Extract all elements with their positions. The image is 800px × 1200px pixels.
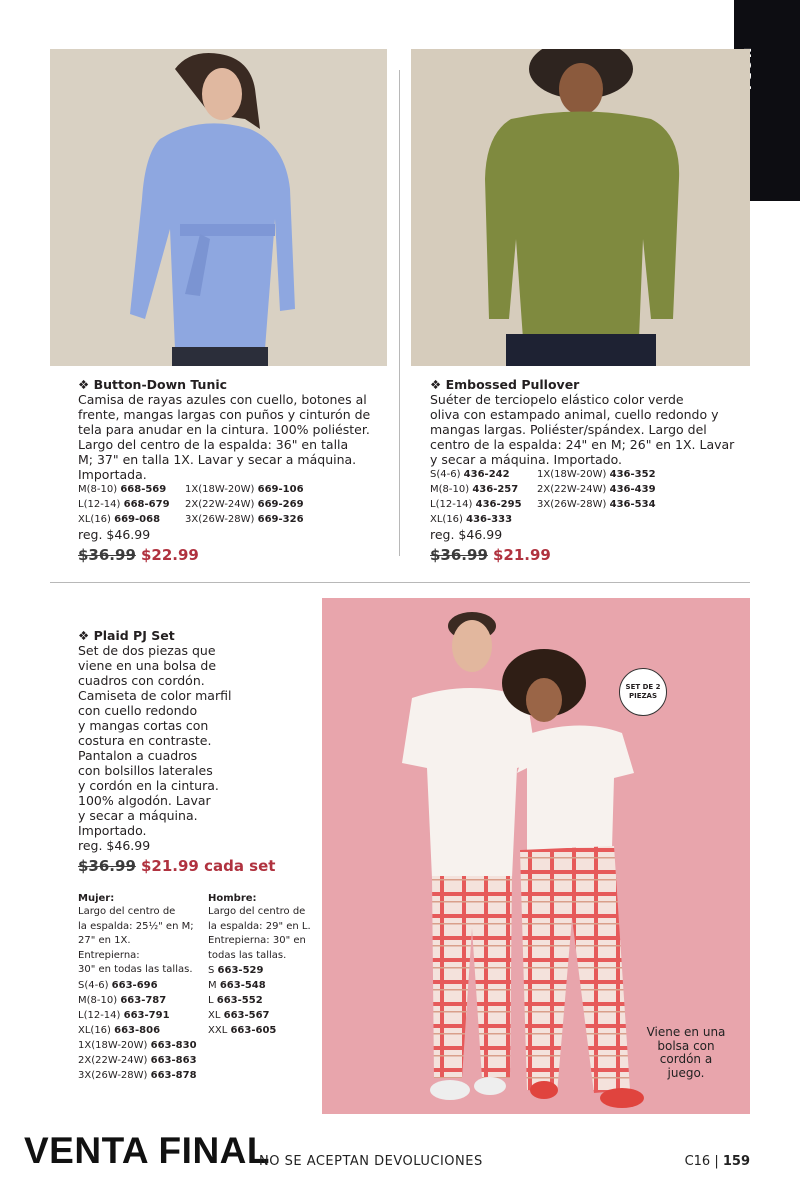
pj-desc-line: con bolsillos laterales — [78, 763, 213, 778]
size-row: 1X(18W-20W) 663-830 — [78, 1039, 197, 1051]
size-row: 2X(22W-24W) 663-863 — [78, 1054, 197, 1066]
page-separator: | — [714, 1154, 719, 1169]
badge-line: SET DE 2 — [625, 683, 661, 691]
pullover-description-block — [430, 377, 740, 564]
pj-desc-line: costura en contraste. — [78, 733, 212, 748]
size-row: 3X(26W-28W) 436-534 — [537, 499, 656, 510]
tunic-sale-price: $22.99 — [140, 546, 199, 564]
tunic-desc-line: tela para anudar en la cintura. 100% poliéster. — [78, 422, 370, 437]
pullover-regular-price: reg. $46.99 — [430, 527, 503, 542]
men-size-list — [208, 963, 318, 1038]
pj-name: Plaid PJ Set — [93, 628, 175, 643]
pj-desc-line: 100% algodón. Lavar — [78, 793, 211, 808]
set-badge — [619, 668, 667, 716]
section-divider — [50, 582, 750, 583]
pj-description-block — [78, 628, 313, 875]
pj-men-sizes — [208, 892, 318, 1038]
pullover-name: Embossed Pullover — [445, 377, 580, 392]
size-row: 1X(18W-20W) 669-106 — [185, 484, 304, 495]
pj-women-sizes — [78, 892, 203, 1083]
section-code: C16 — [684, 1154, 711, 1169]
tunic-desc-line: Largo del centro de la espalda: 36" en talla — [78, 437, 349, 452]
pj-old-price: $36.99 — [78, 857, 136, 875]
pullover-desc-line: mangas largas. Poliéster/spándex. Largo del — [430, 422, 707, 437]
size-row: L(12-14) 436-295 — [430, 499, 522, 510]
size-row: S(4-6) 436-242 — [430, 469, 510, 480]
pj-desc-line: Camiseta de color marfil — [78, 688, 232, 703]
bullet-icon: ❖ — [78, 628, 90, 643]
tunic-desc-line: frente, mangas largas con puños y cinturón de — [78, 407, 371, 422]
pullover-desc-line: y secar a máquina. Importado. — [430, 452, 623, 467]
pullover-description — [430, 392, 740, 467]
women-size-list — [78, 978, 203, 1083]
no-returns-note: NO SE ACEPTAN DEVOLUCIONES — [259, 1154, 483, 1169]
size-row: 1X(18W-20W) 436-352 — [537, 469, 656, 480]
pullover-desc-line: oliva con estampado animal, cuello redondo y — [430, 407, 719, 422]
women-notes: Largo del centro de la espalda: 25½" en M; 27" en 1X. Entrepierna: 30" en todas las tallas. — [78, 906, 194, 975]
tunic-desc-line: Camisa de rayas azules con cuello, botones al — [78, 392, 367, 407]
size-row: M 663-548 — [208, 980, 266, 991]
pj-desc-line: viene en una bolsa de — [78, 658, 217, 673]
badge-line: PIEZAS — [628, 692, 658, 700]
pullover-desc-line: Suéter de terciopelo elástico color verde — [430, 392, 684, 407]
tunic-name: Button-Down Tunic — [93, 377, 228, 392]
size-row: M(8-10) 436-257 — [430, 484, 519, 495]
pj-description — [78, 643, 313, 838]
pullover-desc-line: centro de la espalda: 24" en M; 26" en 1X. Lavar — [430, 437, 735, 452]
pullover-price — [430, 545, 740, 564]
size-row: XL(16) 663-806 — [78, 1024, 161, 1036]
men-notes: Largo del centro de la espalda: 29" en L. Entrepierna: 30" en todas las tallas. — [208, 906, 311, 961]
size-row: 3X(26W-28W) 669-326 — [185, 514, 304, 525]
pj-desc-line: Importado. — [78, 823, 147, 838]
pj-desc-line: Set de dos piezas que — [78, 643, 216, 658]
pj-desc-line: y secar a máquina. — [78, 808, 198, 823]
size-row: 2X(22W-24W) 669-269 — [185, 499, 304, 510]
size-row: XL(16) 669-068 — [78, 514, 161, 525]
tunic-description — [78, 392, 378, 482]
pullover-size-table — [430, 467, 740, 527]
column-divider — [399, 70, 400, 556]
pullover-title — [430, 377, 740, 392]
bullet-icon: ❖ — [430, 377, 442, 392]
size-row: 2X(22W-24W) 436-439 — [537, 484, 656, 495]
pj-price — [78, 856, 313, 875]
bullet-icon: ❖ — [78, 377, 90, 392]
pullover-photo — [411, 49, 750, 366]
tunic-title — [78, 377, 378, 392]
pj-bag-caption: Viene en una bolsa con cordón a juego. — [646, 1025, 726, 1080]
page-num: 159 — [722, 1154, 750, 1169]
pj-desc-line: con cuello redondo — [78, 703, 198, 718]
tunic-size-table — [78, 482, 378, 527]
size-row: XL 663-567 — [208, 1010, 270, 1021]
final-sale-title: VENTA FINAL — [24, 1130, 270, 1171]
tunic-description-block — [78, 377, 378, 564]
size-row: L(12-14) 663-791 — [78, 1009, 170, 1021]
tunic-regular-price: reg. $46.99 — [78, 527, 151, 542]
pullover-sale-price: $21.99 — [492, 546, 551, 564]
size-row: S 663-529 — [208, 965, 264, 976]
size-row: L(12-14) 668-679 — [78, 499, 170, 510]
women-heading: Mujer: — [78, 893, 115, 904]
pj-title — [78, 628, 313, 643]
pj-regular-price: reg. $46.99 — [78, 838, 151, 853]
pj-desc-line: Pantalon a cuadros — [78, 748, 198, 763]
size-row: M(8-10) 668-569 — [78, 484, 167, 495]
size-row: XXL 663-605 — [208, 1025, 277, 1036]
size-row: S(4-6) 663-696 — [78, 979, 158, 991]
tunic-desc-line: M; 37" en talla 1X. Lavar y secar a máquina. — [78, 452, 357, 467]
pj-desc-line: cuadros con cordón. — [78, 673, 205, 688]
page-number — [685, 1154, 750, 1169]
tunic-price — [78, 545, 378, 564]
pj-desc-line: y cordón en la cintura. — [78, 778, 219, 793]
size-row: M(8-10) 663-787 — [78, 994, 167, 1006]
size-row: XL(16) 436-333 — [430, 514, 513, 525]
pj-sale-price: $21.99 cada set — [140, 857, 276, 875]
tunic-desc-line: Importada. — [78, 467, 147, 482]
tunic-photo — [50, 49, 387, 366]
size-row: 3X(26W-28W) 663-878 — [78, 1069, 197, 1081]
pullover-old-price: $36.99 — [430, 546, 488, 564]
size-row: L 663-552 — [208, 995, 263, 1006]
tunic-old-price: $36.99 — [78, 546, 136, 564]
pj-desc-line: y mangas cortas con — [78, 718, 209, 733]
men-heading: Hombre: — [208, 893, 257, 904]
